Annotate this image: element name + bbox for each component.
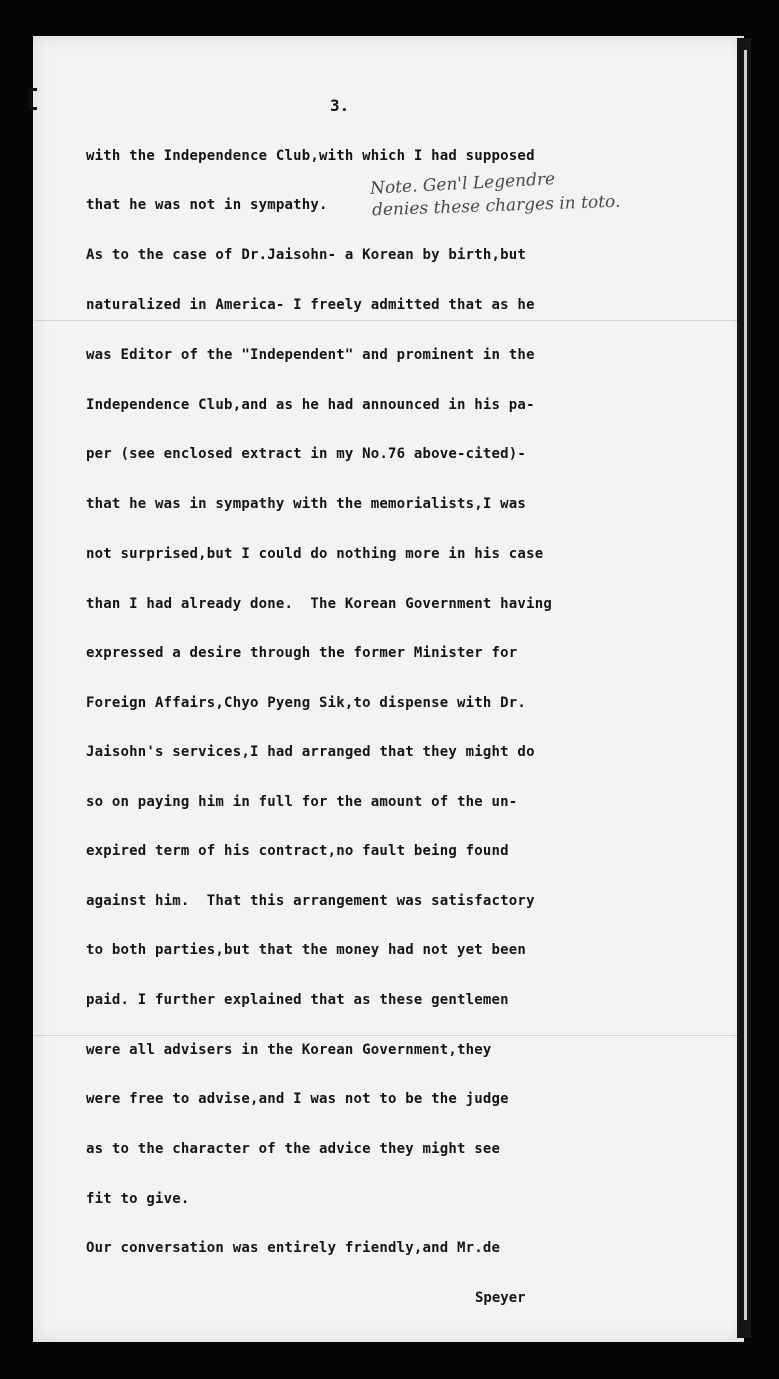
text-line: were all advisers in the Korean Government,they bbox=[86, 1042, 492, 1058]
text-line: were free to advise,and I was not to be the judge bbox=[86, 1091, 509, 1107]
catchword: Speyer bbox=[475, 1290, 526, 1306]
text-line: not surprised,but I could do nothing more in his case bbox=[86, 546, 544, 562]
text-line: so on paying him in full for the amount of the un- bbox=[86, 794, 518, 810]
text-line: As to the case of Dr.Jaisohn- a Korean by birth,but bbox=[86, 247, 527, 263]
text-line: as to the character of the advice they might see bbox=[86, 1141, 501, 1157]
text-line: was Editor of the "Independent" and prominent in the bbox=[86, 347, 535, 363]
page-edge-highlight bbox=[744, 50, 747, 1320]
text-line: Independence Club,and as he had announced in his pa- bbox=[86, 397, 535, 413]
text-line: expired term of his contract,no fault being found bbox=[86, 843, 509, 859]
text-line: Our conversation was entirely friendly,and Mr.de bbox=[86, 1240, 501, 1256]
text-line: fit to give. bbox=[86, 1191, 190, 1207]
text-line: that he was not in sympathy. bbox=[86, 197, 328, 213]
text-line: Jaisohn's services,I had arranged that they might do bbox=[86, 744, 535, 760]
text-line: Foreign Affairs,Chyo Pyeng Sik,to dispense with Dr. bbox=[86, 695, 527, 711]
fold-line bbox=[35, 1035, 741, 1036]
text-line: with the Independence Club,with which I had supposed bbox=[86, 148, 535, 164]
text-line: naturalized in America- I freely admitted that as he bbox=[86, 297, 535, 313]
fold-line bbox=[35, 320, 741, 321]
binding-bracket-mark bbox=[29, 88, 37, 110]
handwritten-annotation: denies these charges in toto. bbox=[371, 191, 621, 221]
text-line: paid. I further explained that as these gentlemen bbox=[86, 992, 509, 1008]
text-line: per (see enclosed extract in my No.76 above-cited)- bbox=[86, 446, 527, 462]
text-line: that he was in sympathy with the memorialists,I was bbox=[86, 496, 527, 512]
text-line: to both parties,but that the money had not yet been bbox=[86, 942, 527, 958]
page-number: 3. bbox=[330, 96, 350, 115]
text-line: against him. That this arrangement was satisfactory bbox=[86, 893, 535, 909]
text-line: than I had already done. The Korean Government having bbox=[86, 596, 552, 612]
handwritten-annotation: Note. Gen'l Legendre bbox=[369, 169, 556, 199]
text-line: expressed a desire through the former Minister for bbox=[86, 645, 518, 661]
